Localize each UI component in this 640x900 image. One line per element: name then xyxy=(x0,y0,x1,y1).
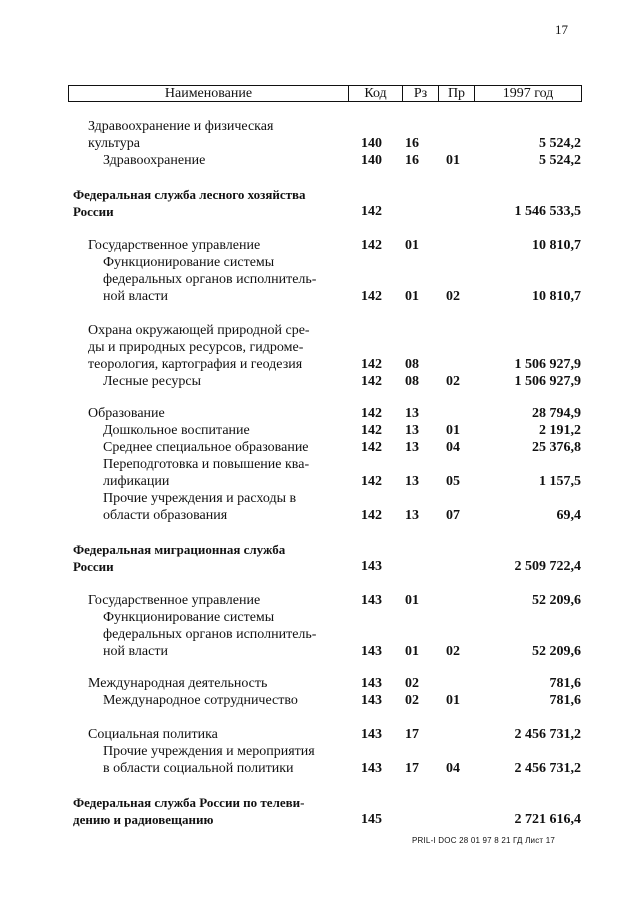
row-sum: 5 524,2 xyxy=(539,153,581,168)
table-row xyxy=(0,726,640,743)
row-kod: 142 xyxy=(361,357,382,372)
footer-stamp: PRIL-I DOC 28 01 97 8 21 ГД Лист 17 xyxy=(412,836,555,845)
row-name: России xyxy=(73,559,114,574)
row-sum: 10 810,7 xyxy=(532,238,581,253)
row-sum: 2 191,2 xyxy=(539,423,581,438)
row-sum: 52 209,6 xyxy=(532,593,581,608)
row-sum: 10 810,7 xyxy=(532,289,581,304)
row-pr: 04 xyxy=(446,761,460,776)
row-kod: 142 xyxy=(361,238,382,253)
row-kod: 142 xyxy=(361,374,382,389)
header-year: 1997 год xyxy=(502,86,554,101)
table-row xyxy=(0,322,640,339)
row-kod: 142 xyxy=(361,204,382,219)
row-kod: 142 xyxy=(361,508,382,523)
row-rz: 08 xyxy=(405,374,419,389)
row-kod: 140 xyxy=(361,136,382,151)
row-kod: 142 xyxy=(361,406,382,421)
row-name: Международная деятельность xyxy=(88,676,268,691)
row-kod: 143 xyxy=(361,693,382,708)
table-row xyxy=(0,675,640,692)
table-row xyxy=(0,422,640,439)
row-rz: 01 xyxy=(405,238,419,253)
row-name: области образования xyxy=(103,508,228,523)
row-pr: 02 xyxy=(446,374,460,389)
row-name: дению и радиовещанию xyxy=(73,812,214,827)
row-name: ной власти xyxy=(103,289,168,304)
row-rz: 13 xyxy=(405,474,419,489)
row-name: в области социальной политики xyxy=(103,761,294,776)
section-row xyxy=(0,203,640,220)
section-row xyxy=(0,794,640,811)
row-rz: 13 xyxy=(405,406,419,421)
table-row xyxy=(0,339,640,356)
row-name: Лесные ресурсы xyxy=(103,374,201,389)
row-name: Международное сотрудничество xyxy=(103,693,298,708)
row-rz: 17 xyxy=(405,727,419,742)
row-name: Здравоохранение xyxy=(103,153,206,168)
row-pr: 02 xyxy=(446,289,460,304)
row-name: Федеральная служба лесного хозяйства xyxy=(73,187,306,202)
table-row xyxy=(0,237,640,254)
row-rz: 13 xyxy=(405,508,419,523)
page-number: 17 xyxy=(555,22,568,37)
row-name: России xyxy=(73,204,114,219)
table-row xyxy=(0,405,640,422)
row-rz: 16 xyxy=(405,153,419,168)
row-rz: 01 xyxy=(405,289,419,304)
row-kod: 143 xyxy=(361,559,382,574)
table-row xyxy=(0,456,640,473)
row-name: Дошкольное воспитание xyxy=(103,423,250,438)
row-kod: 143 xyxy=(361,644,382,659)
table-row xyxy=(0,439,640,456)
row-rz: 13 xyxy=(405,423,419,438)
row-name: федеральных органов исполнитель- xyxy=(103,627,317,642)
table-row xyxy=(0,760,640,777)
row-rz: 01 xyxy=(405,593,419,608)
row-name: Среднее специальное образование xyxy=(103,440,309,455)
section-row xyxy=(0,811,640,828)
row-rz: 13 xyxy=(405,440,419,455)
row-sum: 2 456 731,2 xyxy=(514,727,581,742)
row-name: Функционирование системы xyxy=(103,610,275,625)
row-name: Охрана окружающей природной сре- xyxy=(88,323,310,338)
table-row xyxy=(0,692,640,709)
row-pr: 01 xyxy=(446,153,460,168)
row-rz: 01 xyxy=(405,644,419,659)
table-row xyxy=(0,626,640,643)
row-sum: 1 506 927,9 xyxy=(514,357,581,372)
row-kod: 142 xyxy=(361,440,382,455)
table-row xyxy=(0,592,640,609)
row-name: Прочие учреждения и мероприятия xyxy=(103,744,315,759)
table-row xyxy=(0,743,640,760)
row-rz: 02 xyxy=(405,676,419,691)
row-kod: 142 xyxy=(361,289,382,304)
row-kod: 143 xyxy=(361,761,382,776)
row-sum: 2 456 731,2 xyxy=(514,761,581,776)
table-row xyxy=(0,507,640,524)
header-kod: Код xyxy=(364,86,387,101)
row-kod: 140 xyxy=(361,153,382,168)
row-rz: 16 xyxy=(405,136,419,151)
table-row xyxy=(0,118,640,135)
header-name: Наименование xyxy=(164,86,253,101)
row-name: федеральных органов исполнитель- xyxy=(103,272,317,287)
row-pr: 07 xyxy=(446,508,460,523)
row-pr: 04 xyxy=(446,440,460,455)
row-sum: 28 794,9 xyxy=(532,406,581,421)
row-name: Федеральная миграционная служба xyxy=(73,542,286,557)
header-rz: Рз xyxy=(413,86,428,101)
row-sum: 25 376,8 xyxy=(532,440,581,455)
row-name: Переподготовка и повышение ква- xyxy=(103,457,310,472)
table-row xyxy=(0,271,640,288)
row-sum: 2 509 722,4 xyxy=(514,559,581,574)
table-row xyxy=(0,490,640,507)
row-kod: 142 xyxy=(361,474,382,489)
table-row xyxy=(0,373,640,390)
row-kod: 145 xyxy=(361,812,382,827)
row-kod: 142 xyxy=(361,423,382,438)
row-name: Здравоохранение и физическая xyxy=(88,119,274,134)
row-name: Образование xyxy=(88,406,165,421)
table-row xyxy=(0,609,640,626)
row-name: Прочие учреждения и расходы в xyxy=(103,491,297,506)
row-kod: 143 xyxy=(361,593,382,608)
table-row xyxy=(0,254,640,271)
table-row xyxy=(0,288,640,305)
row-sum: 781,6 xyxy=(549,693,581,708)
row-sum: 69,4 xyxy=(556,508,581,523)
table-row xyxy=(0,152,640,169)
row-kod: 143 xyxy=(361,676,382,691)
row-pr: 01 xyxy=(446,693,460,708)
row-name: Государственное управление xyxy=(88,593,261,608)
row-sum: 1 546 533,5 xyxy=(514,204,581,219)
row-name: Функционирование системы xyxy=(103,255,275,270)
row-name: ды и природных ресурсов, гидроме- xyxy=(88,340,304,355)
table-row xyxy=(0,356,640,373)
row-name: Федеральная служба России по телеви- xyxy=(73,795,305,810)
row-name: культура xyxy=(88,136,140,151)
row-sum: 5 524,2 xyxy=(539,136,581,151)
row-rz: 08 xyxy=(405,357,419,372)
row-sum: 2 721 616,4 xyxy=(514,812,581,827)
row-name: лификации xyxy=(103,474,170,489)
table-row xyxy=(0,643,640,660)
row-sum: 781,6 xyxy=(549,676,581,691)
row-sum: 52 209,6 xyxy=(532,644,581,659)
row-pr: 05 xyxy=(446,474,460,489)
row-sum: 1 157,5 xyxy=(539,474,581,489)
row-pr: 02 xyxy=(446,644,460,659)
row-rz: 17 xyxy=(405,761,419,776)
row-name: ной власти xyxy=(103,644,168,659)
section-row xyxy=(0,186,640,203)
table-header xyxy=(68,85,582,102)
section-row xyxy=(0,541,640,558)
row-rz: 02 xyxy=(405,693,419,708)
row-kod: 143 xyxy=(361,727,382,742)
table-row xyxy=(0,135,640,152)
table-row xyxy=(0,473,640,490)
header-pr: Пр xyxy=(447,86,466,101)
row-pr: 01 xyxy=(446,423,460,438)
row-name: Социальная политика xyxy=(88,727,218,742)
section-row xyxy=(0,558,640,575)
row-sum: 1 506 927,9 xyxy=(514,374,581,389)
row-name: теорология, картография и геодезия xyxy=(88,357,303,372)
row-name: Государственное управление xyxy=(88,238,261,253)
